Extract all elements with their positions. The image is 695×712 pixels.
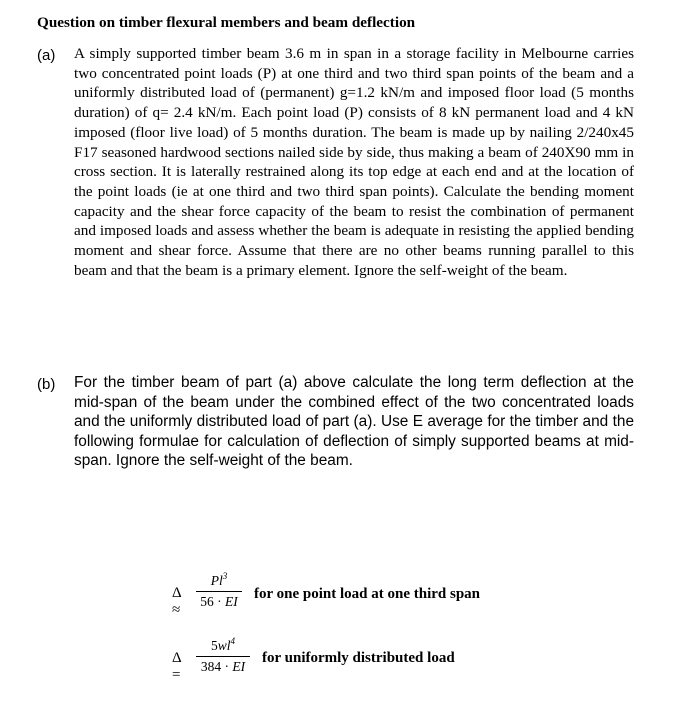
question-title: Question on timber flexural members and beam deflection <box>37 14 416 31</box>
point-load-fraction <box>196 573 242 610</box>
part-b-label: (b) <box>37 376 56 393</box>
part-a-text: A simply supported timber beam 3.6 m in span in a storage facility in Melbourne carries two concentrated point loads (P) at one third and two third span points of the beam and a uniformly distributed load of (permanent) g=1.2 kN/m and imposed floor load (5 months duration) of q= 2.4 kN/m. Each point load (P) consists of 8 kN permanent load and 4 kN imposed (floor live load) of 5 months duration. The beam is made up by nailing 2/240x45 F17 seasoned hardwood sections nailed side by side, thus making a beam of 240X90 mm in cross section. It is laterally restrained along its top edge at each end and at the location of the point loads (ie at one third and two third span points). Calculate the bending moment capacity and the shear force capacity of the beam to resist the combination of permanent and imposed loads and assess whether the beam is adequate in resisting the applied bending moment and shear force. Assume that there are no other beams running parallel to this beam and that the beam is a primary element. Ignore the self-weight of the beam. <box>74 45 634 279</box>
equals-delta-symbol: Δ = <box>172 650 181 683</box>
point-load-denominator: 56 · EI <box>200 594 238 609</box>
fraction-bar <box>196 656 250 657</box>
udl-numerator: $5wl^4$ <box>210 636 235 653</box>
approx-delta-symbol: Δ ≈ <box>172 585 181 618</box>
point-load-numerator: Pl$^3$ <box>210 571 228 588</box>
udl-fraction <box>196 638 250 675</box>
part-b-text: For the timber beam of part (a) above calculate the long term deflection at the mid-span of the beam under the combined effect of the two concentrated loads and the uniformly distributed load of part (a). Use E average for the timber and the following formulae for calculation of deflection of simply supported beams at mid-span. Ignore the self-weight of the beam. <box>74 374 634 469</box>
udl-description: for uniformly distributed load <box>262 650 455 666</box>
part-a-label: (a) <box>37 47 56 64</box>
fraction-bar <box>196 591 242 592</box>
point-load-description: for one point load at one third span <box>254 586 481 602</box>
udl-denominator: 384 · EI <box>200 659 246 674</box>
